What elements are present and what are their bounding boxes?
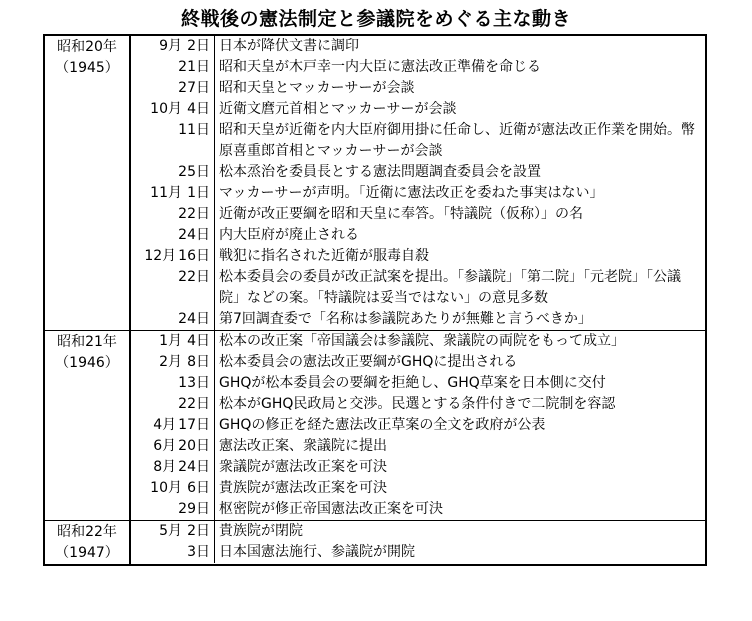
day-label: 17日 — [178, 417, 210, 433]
timeline-row — [131, 267, 705, 309]
date-cell — [131, 246, 215, 267]
day-label: 29日 — [178, 501, 210, 517]
month-label: 5月 — [159, 523, 182, 539]
date-cell — [131, 415, 215, 436]
day-label: 24日 — [178, 311, 210, 327]
event-text: 松本烝治を委員長とする憲法問題調査委員会を設置 — [219, 164, 541, 180]
date-cell — [131, 204, 215, 225]
date-cell — [131, 542, 215, 563]
date-cell — [131, 309, 215, 330]
date-cell — [131, 36, 215, 57]
date-cell — [131, 478, 215, 499]
timeline-row — [131, 36, 705, 57]
day-label: 25日 — [178, 164, 210, 180]
era-name: 昭和22年 — [57, 524, 117, 540]
month-label: 8月 — [153, 459, 177, 475]
event-text: 戦犯に指名された近衛が服毒自殺 — [219, 248, 429, 264]
event-text: GHQが松本委員会の要綱を拒絶し、GHQ草案を日本側に交付 — [219, 375, 606, 391]
month-label: 10月 — [150, 101, 182, 117]
timeline-row — [131, 331, 705, 352]
month-label: 11月 — [150, 185, 182, 201]
day-label: 1日 — [187, 185, 210, 201]
day-label: 2日 — [187, 38, 210, 54]
day-label: 8日 — [187, 354, 210, 370]
timeline-table — [43, 34, 707, 566]
era-name: 昭和21年 — [57, 334, 117, 350]
timeline-row — [131, 225, 705, 246]
era-year: （1947） — [55, 545, 119, 561]
date-cell — [131, 457, 215, 478]
era-group — [45, 330, 705, 520]
event-text: マッカーサーが声明。「近衛に憲法改正を委ねた事実はない」 — [219, 185, 604, 201]
timeline-row — [131, 309, 705, 330]
event-text: 近衛文麿元首相とマッカーサーが会談 — [219, 101, 457, 117]
day-label: 22日 — [178, 396, 210, 412]
timeline-row — [131, 478, 705, 499]
date-cell — [131, 373, 215, 394]
day-label: 3日 — [187, 544, 210, 560]
timeline-row — [131, 183, 705, 204]
event-text: 内大臣府が廃止される — [219, 227, 359, 243]
day-label: 24日 — [178, 459, 210, 475]
day-label: 4日 — [187, 333, 210, 349]
timeline-row — [131, 542, 705, 563]
event-text: 近衛が改正要綱を昭和天皇に奉答。「特議院（仮称）」の名 — [219, 206, 583, 222]
event-text: 松本委員会の憲法改正要綱がGHQに提出される — [219, 354, 518, 370]
era-year: （1946） — [55, 355, 119, 371]
date-cell — [131, 183, 215, 204]
date-cell — [131, 78, 215, 99]
timeline-row — [131, 415, 705, 436]
timeline-row — [131, 204, 705, 225]
page-title: 終戦後の憲法制定と参議院をめぐる主な動き — [180, 8, 571, 30]
day-label: 22日 — [178, 269, 210, 285]
era-name: 昭和20年 — [57, 39, 117, 55]
month-label: 2月 — [159, 354, 182, 370]
era-group — [45, 36, 705, 330]
timeline-row — [131, 499, 705, 520]
event-text: 貴族院が閉院 — [219, 523, 303, 539]
date-cell — [131, 99, 215, 120]
timeline-row — [131, 457, 705, 478]
day-label: 4日 — [187, 101, 210, 117]
date-cell — [131, 499, 215, 520]
date-cell — [131, 521, 215, 542]
date-cell — [131, 267, 215, 309]
date-cell — [131, 394, 215, 415]
timeline-row — [131, 521, 705, 542]
month-label: 9月 — [159, 38, 182, 54]
date-cell — [131, 352, 215, 373]
event-text: 日本国憲法施行、参議院が開院 — [219, 544, 415, 560]
date-cell — [131, 225, 215, 246]
era-year: （1945） — [55, 60, 119, 76]
event-text: 第7回調査委で「名称は参議院あたりが無難と言うべきか」 — [219, 311, 592, 327]
month-label: 12月 — [144, 248, 177, 264]
era-cell — [45, 36, 131, 330]
day-label: 22日 — [178, 206, 210, 222]
timeline-row — [131, 373, 705, 394]
event-text: 貴族院が憲法改正案を可決 — [219, 480, 387, 496]
event-text: 日本が降伏文書に調印 — [219, 38, 359, 54]
day-label: 13日 — [178, 375, 210, 391]
timeline-row — [131, 57, 705, 78]
day-label: 27日 — [178, 80, 210, 96]
date-cell — [131, 162, 215, 183]
era-cell — [45, 331, 131, 520]
date-cell — [131, 436, 215, 457]
timeline-row — [131, 246, 705, 267]
day-label: 21日 — [178, 59, 210, 75]
event-text: 松本がGHQ民政局と交渉。民選とする条件付きで二院制を容認 — [219, 396, 616, 412]
event-text: 衆議院が憲法改正案を可決 — [219, 459, 387, 475]
event-text: 憲法改正案、衆議院に提出 — [219, 438, 387, 454]
month-label: 4月 — [153, 417, 177, 433]
day-label: 16日 — [178, 248, 210, 264]
timeline-row — [131, 394, 705, 415]
date-cell — [131, 331, 215, 352]
day-label: 6日 — [187, 480, 210, 496]
event-text: 昭和天皇が近衛を内大臣府御用掛に任命し、近衛が憲法改正作業を開始。幣原喜重郎首相とマッカーサーが会談 — [219, 122, 695, 159]
timeline-row — [131, 162, 705, 183]
event-text: 松本委員会の委員が改正試案を提出。「参議院」「第二院」「元老院」「公議院」などの案。「特議院は妥当ではない」の意見多数 — [219, 269, 681, 306]
day-label: 24日 — [178, 227, 210, 243]
event-text: 昭和天皇とマッカーサーが会談 — [219, 80, 415, 96]
timeline-row — [131, 99, 705, 120]
month-label: 10月 — [150, 480, 182, 496]
timeline-row — [131, 120, 705, 162]
month-label: 6月 — [153, 438, 177, 454]
day-label: 20日 — [178, 438, 210, 454]
event-text: 枢密院が修正帝国憲法改正案を可決 — [219, 501, 443, 517]
event-text: GHQの修正を経た憲法改正草案の全文を政府が公表 — [219, 417, 546, 433]
date-cell — [131, 120, 215, 162]
timeline-row — [131, 352, 705, 373]
event-text: 昭和天皇が木戸幸一内大臣に憲法改正準備を命じる — [219, 59, 541, 75]
timeline-row — [131, 78, 705, 99]
event-text: 松本の改正案「帝国議会は参議院、衆議院の両院をもって成立」 — [219, 333, 625, 349]
day-label: 11日 — [178, 122, 210, 138]
date-cell — [131, 57, 215, 78]
timeline-row — [131, 436, 705, 457]
era-group — [45, 520, 705, 564]
era-cell — [45, 521, 131, 564]
day-label: 2日 — [187, 523, 210, 539]
month-label: 1月 — [159, 333, 182, 349]
